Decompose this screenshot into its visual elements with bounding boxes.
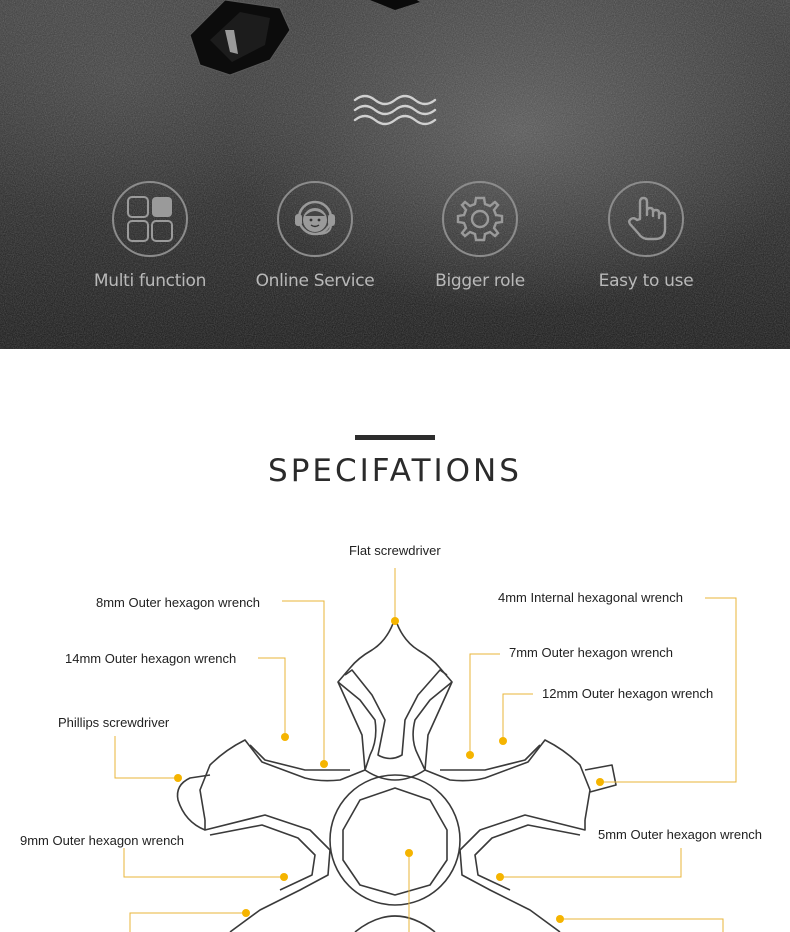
- callout-5mm-outer-hex: 5mm Outer hexagon wrench: [598, 827, 763, 842]
- specs-title: SPECIFATIONS: [268, 453, 522, 489]
- title-divider: [355, 435, 435, 440]
- callout-9mm-outer-hex: 9mm Outer hexagon wrench: [20, 833, 185, 848]
- callout-14mm-outer-hex: 14mm Outer hexagon wrench: [65, 651, 237, 666]
- product-photo: [170, 0, 430, 80]
- callout-flat-screwdriver: Flat screwdriver: [349, 543, 441, 558]
- callout-7mm-outer-hex: 7mm Outer hexagon wrench: [509, 645, 674, 660]
- hand-pointer-icon: [608, 181, 684, 257]
- callout-12mm-outer-hex: 12mm Outer hexagon wrench: [542, 686, 714, 701]
- leader-lines: [115, 568, 736, 932]
- feature-label: Bigger role: [435, 271, 525, 291]
- feature-bigger-role: [400, 180, 560, 291]
- callout-phillips-screwdriver: Phillips screwdriver: [58, 715, 170, 730]
- gear-icon: [442, 181, 518, 257]
- multitool-outline: [178, 618, 617, 932]
- headset-agent-icon: [277, 181, 353, 257]
- feature-label: Multi function: [93, 271, 207, 291]
- feature-multi-function: [70, 180, 230, 291]
- feature-label: Easy to use: [598, 271, 694, 291]
- grid-icon: [112, 181, 188, 257]
- feature-row: [0, 180, 790, 310]
- callout-4mm-internal-hex: 4mm Internal hexagonal wrench: [498, 590, 683, 605]
- callout-8mm-outer-hex: 8mm Outer hexagon wrench: [96, 595, 261, 610]
- waves-icon: [352, 94, 438, 128]
- hero-banner: [0, 0, 790, 349]
- feature-online-service: [235, 180, 395, 291]
- feature-easy-to-use: [566, 180, 726, 291]
- feature-label: Online Service: [255, 271, 375, 291]
